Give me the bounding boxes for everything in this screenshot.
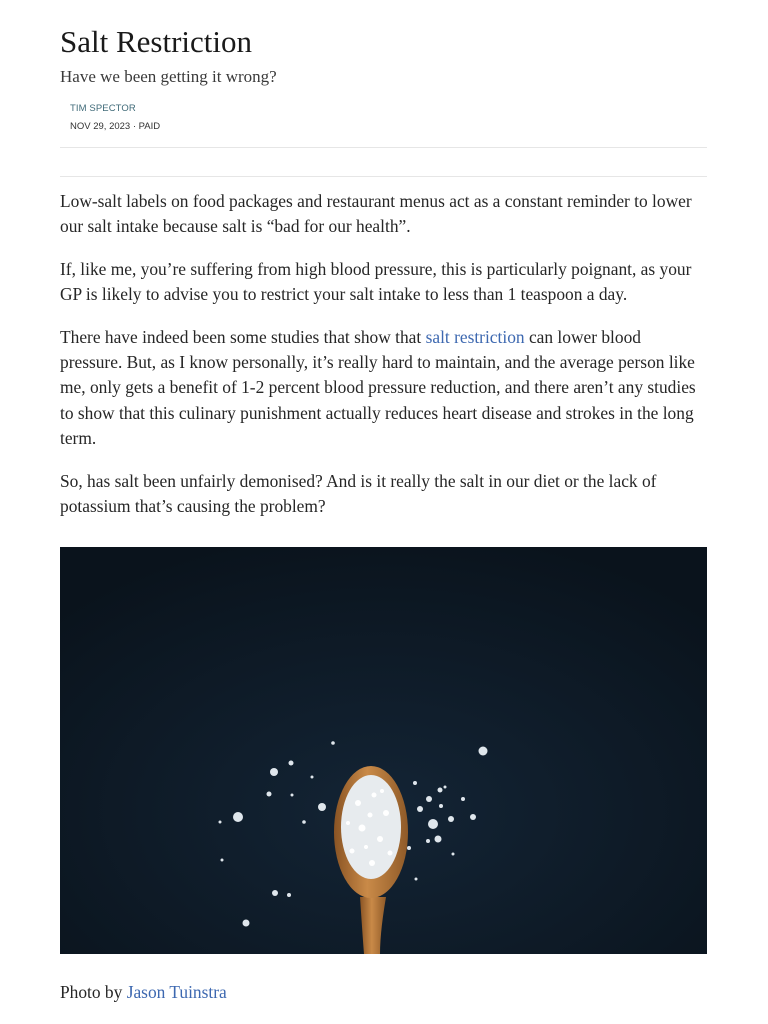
paragraph-2: If, like me, you’re suffering from high blood pressure, this is particularly poignant, as your GP is likely to advise you to restrict your salt intake to less than 1 teaspoon a day. (60, 258, 692, 305)
caption-prefix: Photo by (60, 982, 127, 1002)
body-divider (60, 176, 707, 177)
paragraph-3 (60, 325, 707, 452)
photo-caption (60, 980, 227, 1005)
header-divider (60, 147, 707, 148)
paragraph-3-text-start: There have indeed been some studies that show that (60, 326, 426, 347)
salt-spoon-photo[interactable] (60, 547, 707, 954)
paragraph-1: Low-salt labels on food packages and restaurant menus act as a constant reminder to lower our salt intake because salt is “bad for our health”. (60, 191, 692, 237)
photographer-link[interactable]: Jason Tuinstra (126, 982, 227, 1002)
post-subtitle: Have we been getting it wrong? (60, 67, 277, 86)
salt-restriction-link[interactable]: salt restriction (425, 326, 525, 347)
post-title: Salt Restriction (60, 24, 253, 59)
byline (70, 103, 160, 133)
paragraph-4: So, has salt been unfairly demonised? And is it really the salt in our diet or the lack of potassium that’s causing the problem? (60, 470, 657, 517)
post-meta: NOV 29, 2023 · PAID (70, 121, 161, 132)
post-body (60, 189, 707, 536)
paragraph-3-text-end: can lower blood pressure. But, as I know personally, it’s really hard to maintain, and the average person like me, only gets a benefit of 1-2 percent blood pressure reduction, and there aren’t any studies to show that this culinary punishment actually reduces heart disease and strokes in the long term. (60, 326, 696, 449)
salt-spoon-illustration (60, 547, 707, 954)
author-link[interactable]: TIM SPECTOR (70, 103, 136, 114)
